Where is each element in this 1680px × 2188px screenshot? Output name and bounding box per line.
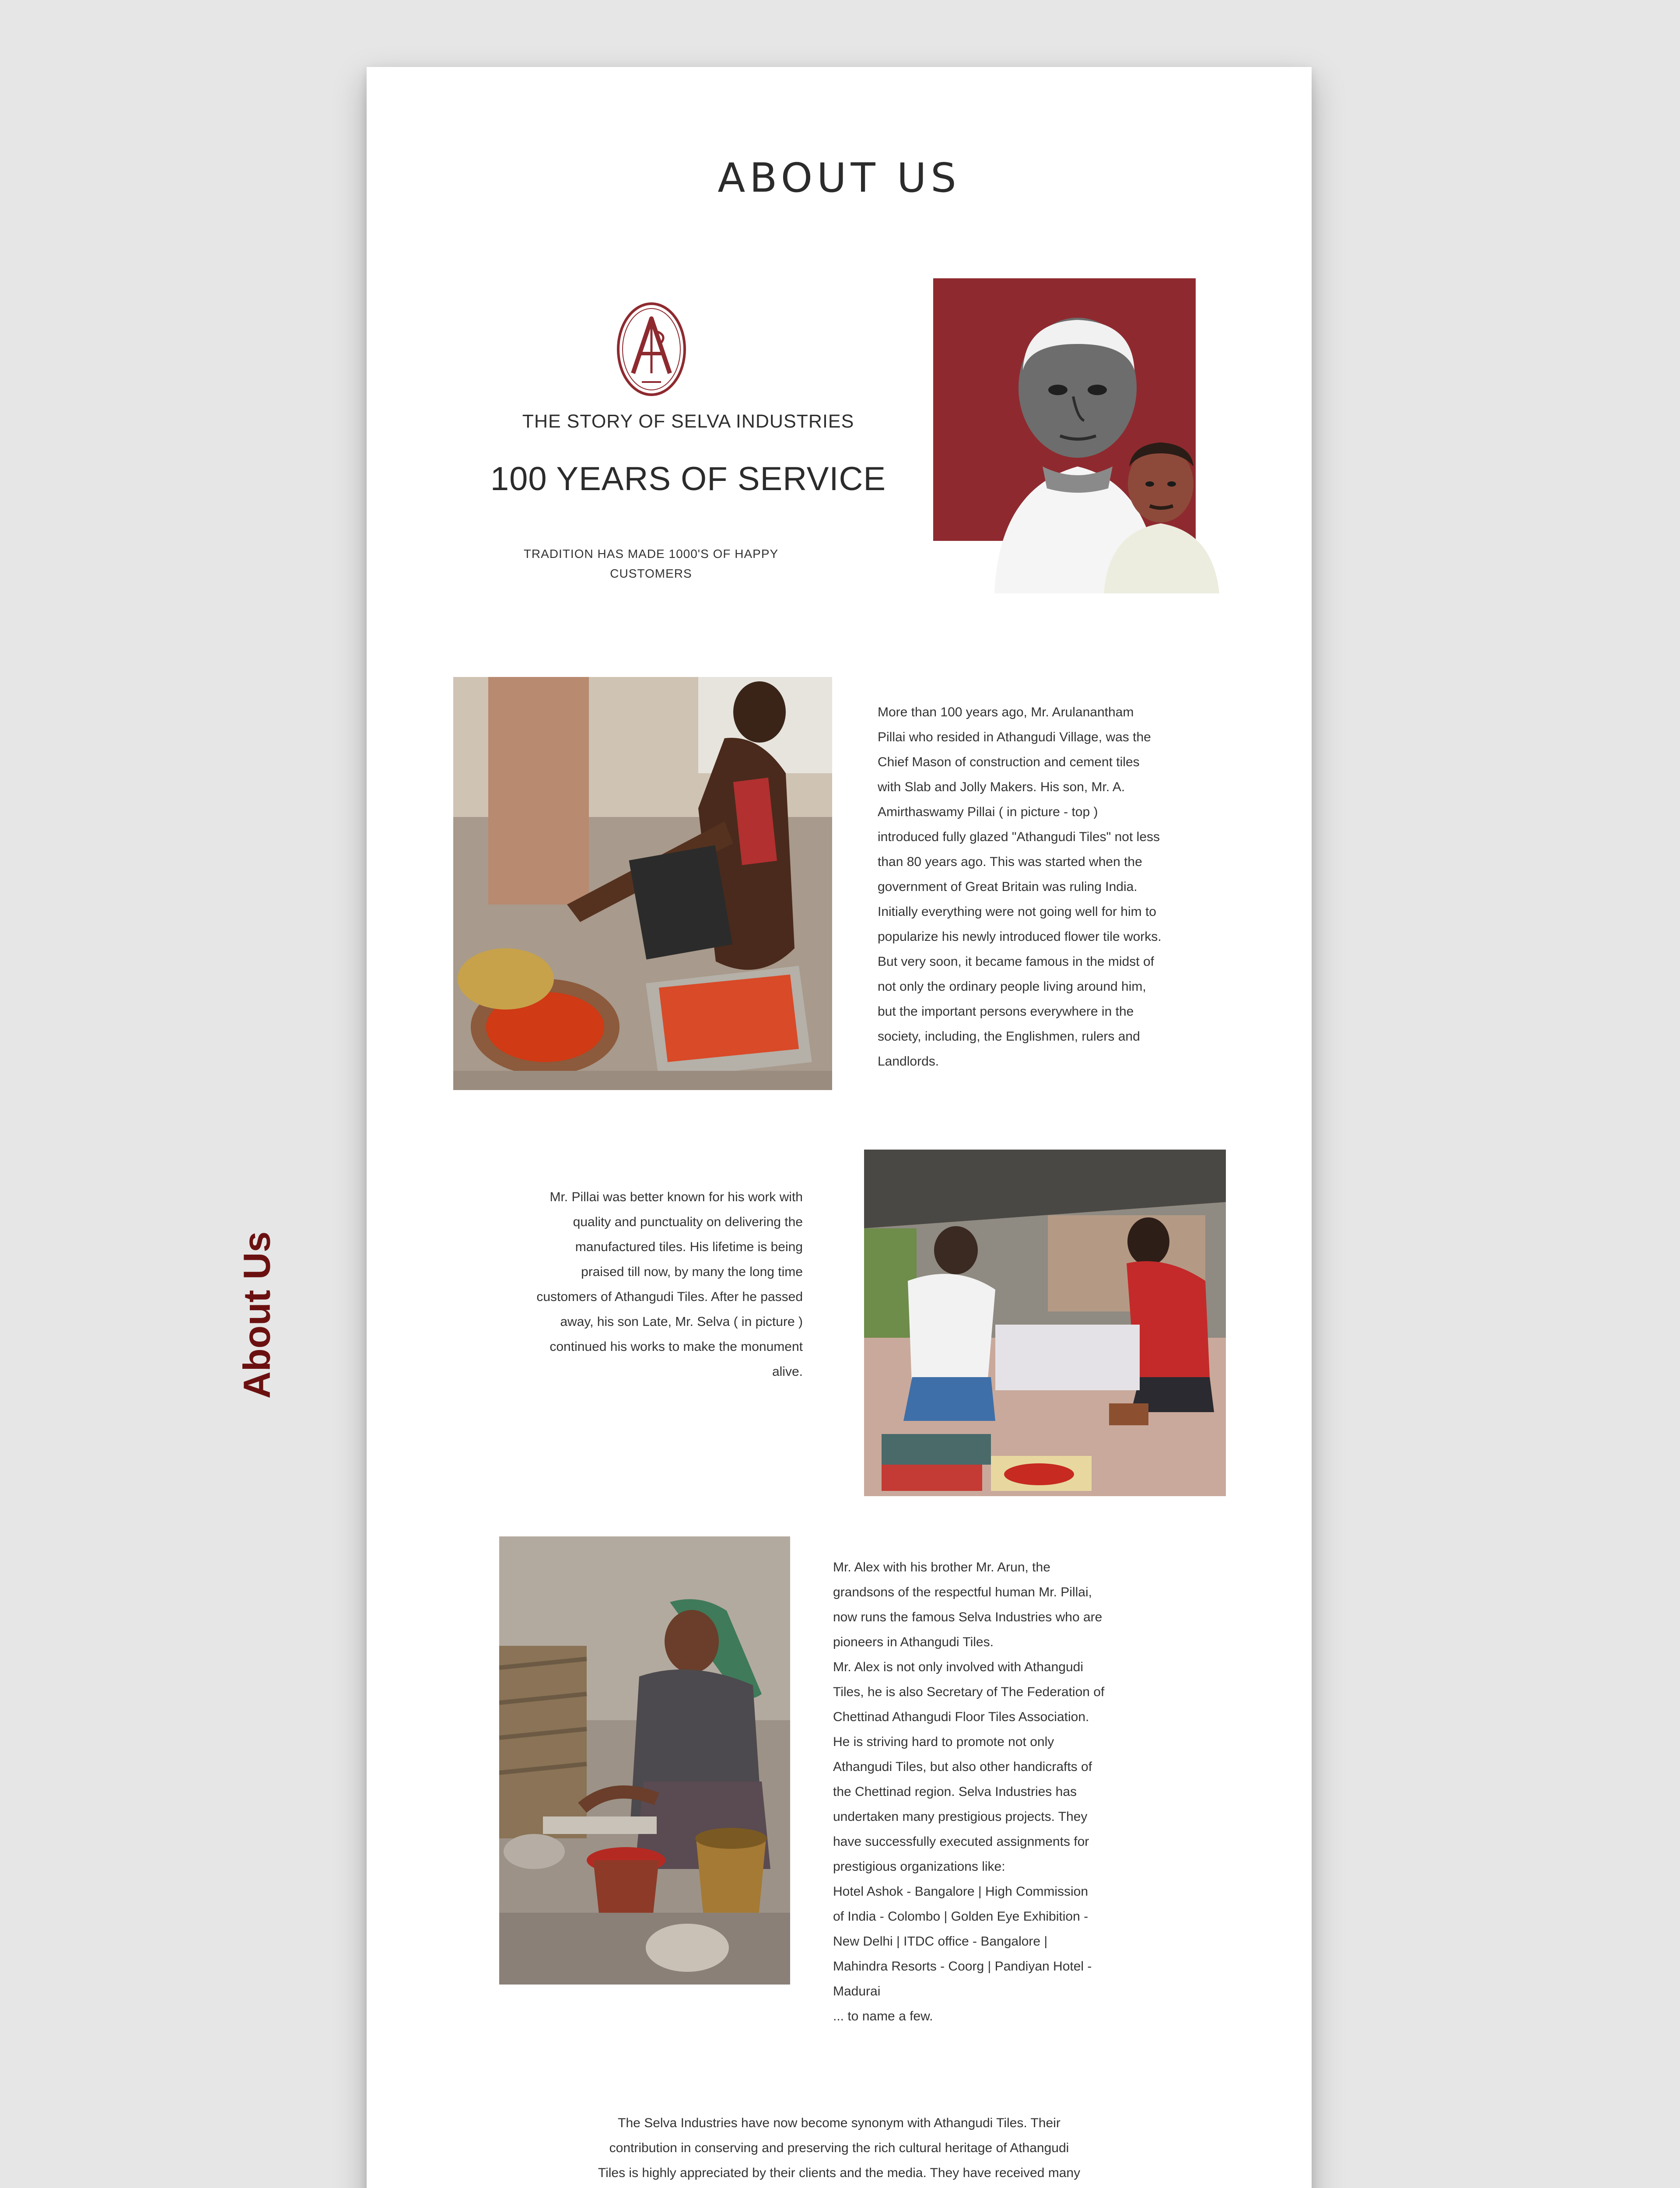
logo-emblem: [616, 301, 687, 397]
paragraph-1-line-15: Landlords.: [878, 1054, 939, 1069]
closing-line-1: The Selva Industries have now become synonym with Athangudi Tiles. Their: [618, 2116, 1060, 2130]
paragraph-2-line-7: continued his works to make the monument: [550, 1339, 803, 1354]
story-paragraph-1: [878, 700, 1236, 1074]
paragraph-3-line-2: grandsons of the respectful human Mr. Pillai,: [833, 1585, 1092, 1599]
paragraph-1-line-6: introduced fully glazed "Athangudi Tiles" not less: [878, 830, 1160, 844]
story-paragraph-2: [445, 1185, 803, 1384]
closing-line-3: Tiles is highly appreciated by their clients and the media. They have received many: [598, 2166, 1081, 2180]
paragraph-1-line-2: Pillai who resided in Athangudi Village, was the: [878, 730, 1151, 744]
paragraph-3-line-4: pioneers in Athangudi Tiles.: [833, 1635, 994, 1649]
closing-paragraph: [515, 2111, 1163, 2188]
paragraph-2-line-8: alive.: [772, 1364, 803, 1379]
paragraph-2-line-3: manufactured tiles. His lifetime is being: [575, 1240, 803, 1254]
closing-line-2: contribution in conserving and preserving the rich cultural heritage of Athangudi: [609, 2141, 1069, 2155]
paragraph-1-line-13: but the important persons everywhere in the: [878, 1004, 1134, 1019]
paragraph-1-line-8: government of Great Britain was ruling India.: [878, 880, 1138, 894]
founders-portrait: [933, 278, 1219, 593]
photo-woman-artisan: [499, 1536, 790, 1985]
paragraph-3-line-12: have successfully executed assignments for: [833, 1834, 1089, 1849]
paragraph-1-line-3: Chief Mason of construction and cement tiles: [878, 755, 1140, 769]
paragraph-3-line-11: undertaken many prestigious projects. They: [833, 1809, 1088, 1824]
paragraph-1-line-14: society, including, the Englishmen, rulers and: [878, 1029, 1140, 1044]
paragraph-3-line-14: Hotel Ashok - Bangalore | High Commission: [833, 1884, 1088, 1899]
paragraph-3-line-5: Mr. Alex is not only involved with Athangudi: [833, 1660, 1083, 1674]
paragraph-1-line-1: More than 100 years ago, Mr. Arulanantham: [878, 705, 1134, 719]
story-paragraph-3: [833, 1555, 1166, 2029]
paragraph-2-line-2: quality and punctuality on delivering the: [573, 1215, 803, 1229]
paragraph-3-line-15: of India - Colombo | Golden Eye Exhibition -: [833, 1909, 1088, 1924]
photo-workers-shed: [864, 1150, 1226, 1496]
closing-line-4: [515, 2185, 1163, 2188]
hero-tagline-line-2: CUSTOMERS: [610, 567, 692, 580]
hero-tagline: [511, 544, 791, 583]
paragraph-3-line-1: Mr. Alex with his brother Mr. Arun, the: [833, 1560, 1050, 1574]
paragraph-3-line-18: Madurai: [833, 1984, 881, 1999]
paragraph-2-line-1: Mr. Pillai was better known for his work with: [550, 1190, 803, 1204]
side-label: About Us: [236, 1231, 278, 1399]
paragraph-2-line-5: customers of Athangudi Tiles. After he passed: [536, 1290, 803, 1304]
paragraph-1-line-11: But very soon, it became famous in the midst of: [878, 954, 1154, 969]
paragraph-3-line-7: Chettinad Athangudi Floor Tiles Association.: [833, 1710, 1089, 1724]
paragraph-3-line-16: New Delhi | ITDC office - Bangalore |: [833, 1934, 1048, 1949]
paragraph-3-line-10: the Chettinad region. Selva Industries has: [833, 1785, 1077, 1799]
about-page: [367, 67, 1312, 2188]
paragraph-1-line-4: with Slab and Jolly Makers. His son, Mr. A.: [878, 780, 1125, 794]
paragraph-2-line-4: praised till now, by many the long time: [581, 1265, 803, 1279]
paragraph-3-line-13: prestigious organizations like:: [833, 1859, 1005, 1874]
story-title: THE STORY OF SELVA INDUSTRIES: [522, 411, 854, 432]
paragraph-3-line-6: Tiles, he is also Secretary of The Federation of: [833, 1685, 1105, 1699]
paragraph-1-line-7: than 80 years ago. This was started when the: [878, 855, 1142, 869]
hero-headline: 100 YEARS OF SERVICE: [490, 460, 886, 498]
hero-tagline-line-1: TRADITION HAS MADE 1000'S OF HAPPY: [523, 547, 779, 561]
paragraph-1-line-5: Amirthaswamy Pillai ( in picture - top ): [878, 805, 1098, 819]
paragraph-1-line-10: popularize his newly introduced flower tile works.: [878, 929, 1162, 944]
page-title: ABOUT US: [718, 154, 961, 201]
photo-artisan-pouring: [453, 677, 832, 1090]
paragraph-2-line-6: away, his son Late, Mr. Selva ( in picture ): [560, 1315, 803, 1329]
paragraph-3-line-9: Athangudi Tiles, but also other handicrafts of: [833, 1760, 1092, 1774]
paragraph-3-line-17: Mahindra Resorts - Coorg | Pandiyan Hotel -: [833, 1959, 1092, 1974]
paragraph-1-line-9: Initially everything were not going well for him to: [878, 905, 1156, 919]
paragraph-3-line-3: now runs the famous Selva Industries who are: [833, 1610, 1102, 1624]
paragraph-3-line-19: ... to name a few.: [833, 2009, 933, 2023]
paragraph-1-line-12: not only the ordinary people living around him,: [878, 979, 1146, 994]
paragraph-3-line-8: He is striving hard to promote not only: [833, 1735, 1054, 1749]
